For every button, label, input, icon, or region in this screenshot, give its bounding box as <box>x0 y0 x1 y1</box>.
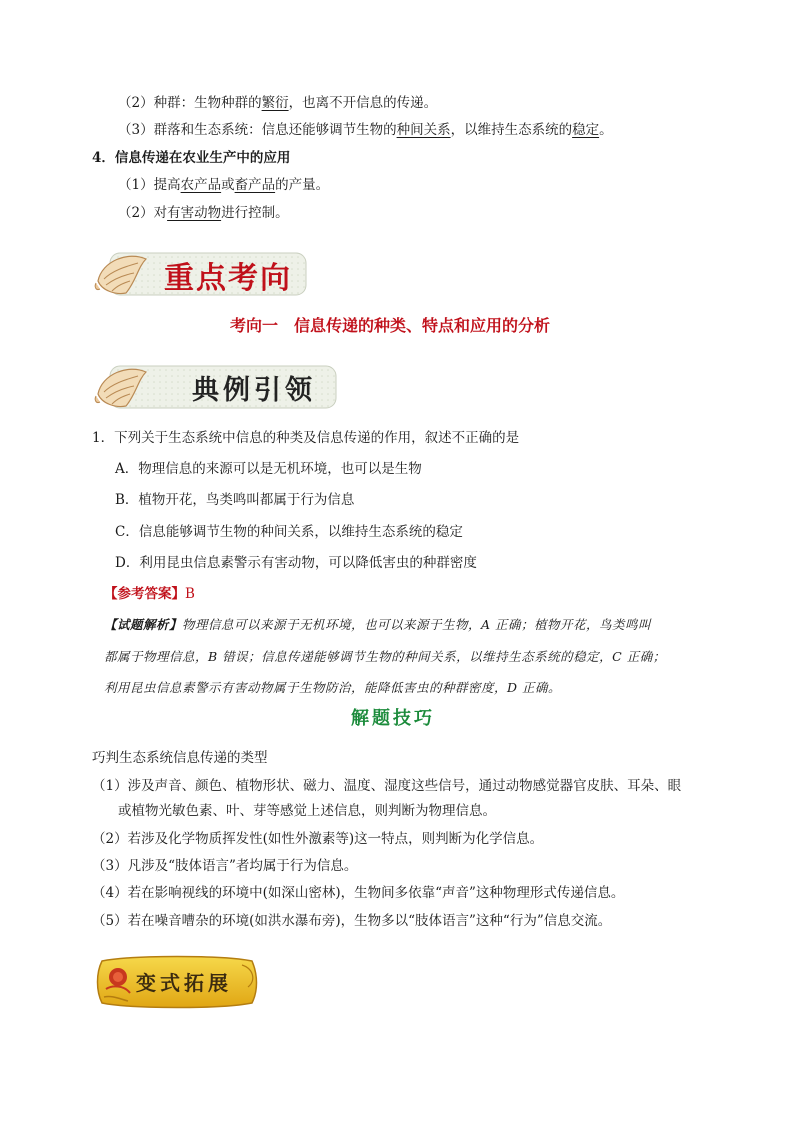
answer-value: B <box>185 586 195 602</box>
tips-item-1: （1）涉及声音、颜色、植物形状、磁力、温度、湿度这些信号，通过动物感觉器官皮肤、耳朵、眼 <box>92 778 682 794</box>
conch-shell-icon <box>92 360 150 412</box>
key-direction-banner <box>92 243 312 301</box>
option-a: A．物理信息的来源可以是无机环境，也可以是生物 <box>115 461 422 477</box>
conch-shell-icon <box>92 247 150 299</box>
flower-ornament-icon <box>98 959 138 1003</box>
text: 的产量。 <box>275 177 330 193</box>
paragraph-community <box>118 120 613 140</box>
section-4-item-2 <box>118 203 289 223</box>
option-b: B．植物开花，鸟类鸣叫都属于行为信息 <box>115 492 355 508</box>
section-4-heading: 4．信息传递在农业生产中的应用 <box>92 150 291 166</box>
text: ，以维持生态系统的 <box>450 122 573 138</box>
section-4-item-1 <box>118 175 329 195</box>
text: 。 <box>599 122 613 138</box>
text: （2）种群：生物种群的 <box>118 95 262 111</box>
underlined-text: 畜产品 <box>234 177 276 193</box>
paragraph-population <box>118 93 437 113</box>
analysis-line-1 <box>104 615 651 635</box>
tips-intro: 巧判生态系统信息传递的类型 <box>92 750 268 766</box>
tips-item-4: （4）若在影响视线的环境中(如深山密林)，生物间多依靠“声音”这种物理形式传递信息。 <box>92 885 625 901</box>
key-direction-title: 重点考向 <box>164 261 292 296</box>
tips-item-1-cont: 或植物光敏色素、叶、芽等感觉上述信息，则判断为物理信息。 <box>118 803 496 819</box>
text: （1）提高 <box>118 177 181 193</box>
text: 或 <box>221 177 235 193</box>
direction-title: 考向一 信息传递的种类、特点和应用的分析 <box>230 316 551 335</box>
typical-example-banner <box>92 356 342 414</box>
variant-title: 变式拓展 <box>136 971 232 995</box>
tips-item-3: （3）凡涉及“肢体语言”者均属于行为信息。 <box>92 858 358 874</box>
question-stem: 1．下列关于生态系统中信息的种类及信息传递的作用，叙述不正确的是 <box>92 430 520 446</box>
underlined-text: 有害动物 <box>167 205 222 221</box>
typical-example-title: 典例引领 <box>192 375 316 406</box>
text: （3）群落和生态系统：信息还能够调节生物的 <box>118 122 397 138</box>
text: 进行控制。 <box>221 205 289 221</box>
tips-item-2: （2）若涉及化学物质挥发性(如性外激素等)这一特点，则判断为化学信息。 <box>92 831 544 847</box>
tips-title: 解题技巧 <box>351 708 435 729</box>
answer-line <box>104 584 195 604</box>
text: 物理信息可以来源于无机环境，也可以来源于生物，A 正确；植物开花，鸟类鸣叫 <box>182 617 652 632</box>
analysis-line-2: 都属于物理信息，B 错误；信息传递能够调节生物的种间关系，以维持生态系统的稳定，C 正确； <box>104 649 666 664</box>
option-c: C．信息能够调节生物的种间关系，以维持生态系统的稳定 <box>115 524 463 540</box>
underlined-text: 农产品 <box>180 177 222 193</box>
answer-label: 【参考答案】 <box>104 586 185 602</box>
underlined-text: 稳定 <box>572 122 600 138</box>
text: ，也离不开信息的传递。 <box>288 95 438 111</box>
underlined-text: 繁衍 <box>261 95 289 111</box>
option-d: D．利用昆虫信息素警示有害动物，可以降低害虫的种群密度 <box>115 555 477 571</box>
variant-banner <box>92 951 262 1011</box>
analysis-line-3: 利用昆虫信息素警示有害动物属于生物防治，能降低害虫的种群密度，D 正确。 <box>104 680 561 695</box>
text: （2）对 <box>118 205 168 221</box>
tips-item-5: （5）若在噪音嘈杂的环境(如洪水瀑布旁)，生物多以“肢体语言”这种“行为”信息交流。 <box>92 913 612 929</box>
underlined-text: 种间关系 <box>396 122 451 138</box>
analysis-label: 【试题解析】 <box>104 617 183 632</box>
